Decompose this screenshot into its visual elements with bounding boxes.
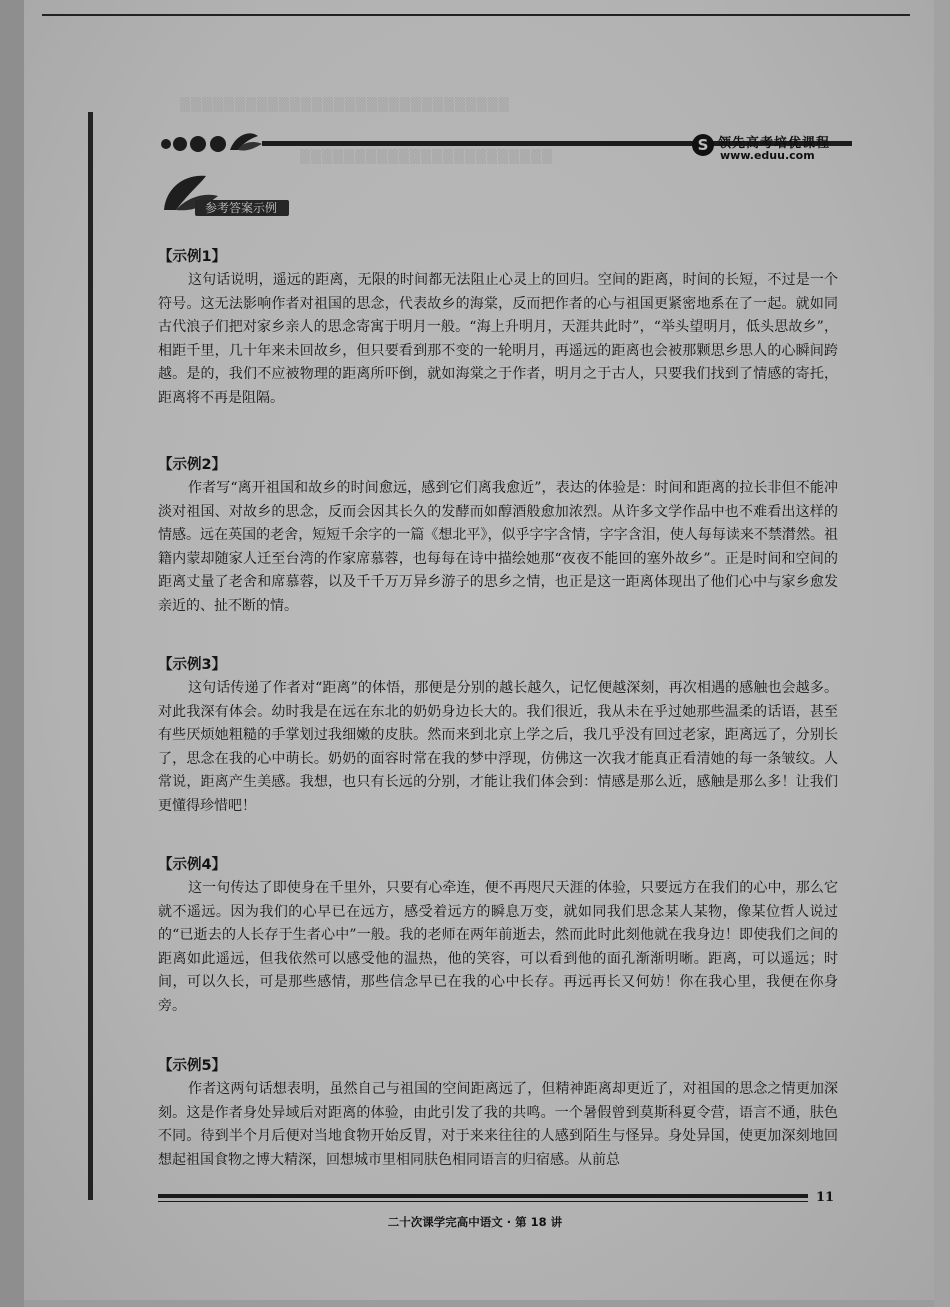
example-block — [158, 1056, 838, 1172]
brand-name: 领先高考培优课程 — [718, 136, 831, 151]
footer-course-title: 二十次课学完高中语文 · 第 18 讲 — [387, 1215, 563, 1229]
top-rule — [42, 14, 910, 16]
example-text: 这句话传递了作者对“距离”的体悟，那便是分别的越长越久，记忆便越深刻，再次相遇的感触也会越多。对此我深有体会。幼时我是在远在东北的奶奶身边长大的。我们很近，我从未在乎过她那些温柔的话语，甚至有些厌烦她粗糙的手掌划过我细嫩的皮肤。然而来到北京上学之后，我几乎没有回过老家，距离远了，分别长了，思念在我的心中萌长。奶奶的面容时常在我的梦中浮现，仿佛这一次我才能真正看清她的每一条皱纹。人常说，距离产生美感。我想，也只有长远的分别，才能让我们体会到：情感是那么近，感触是那么多！让我们更懂得珍惜吧！ — [158, 680, 838, 814]
bleed-through-text: ▒▒▒▒▒▒▒▒▒▒▒▒▒▒▒▒▒▒▒▒▒▒▒ — [300, 150, 553, 165]
example-label: 【示例3】 — [158, 657, 227, 673]
example-block — [158, 455, 838, 618]
example-text: 作者写“离开祖国和故乡的时间愈远，感到它们离我愈近”，表达的体验是：时间和距离的拉长非但不能冲淡对祖国、对故乡的思念，反而会因其长久的发酵而如醇酒般愈加浓烈。从许多文学作品中也不难看出这样的情感。远在英国的老舍，短短千余字的一篇《想北平》，似乎字字含情，字字含泪，使人每每读来不禁潸然。祖籍内蒙却随家人迁至台湾的作家席慕蓉，也每每在诗中描绘她那“夜夜不能回的塞外故乡”。正是时间和空间的距离丈量了老舍和席慕蓉，以及千千万万异乡游子的思乡之情，也正是这一距离体现出了他们心中与家乡愈发亲近的、扯不断的情。 — [158, 480, 838, 614]
example-label: 【示例1】 — [158, 249, 227, 265]
scan-edge — [0, 0, 24, 1307]
example-block — [158, 655, 838, 818]
example-block — [158, 855, 838, 1018]
footer-rule-thin — [158, 1201, 808, 1202]
decorative-dots-icon — [158, 132, 268, 156]
scan-edge-right — [934, 0, 950, 1307]
example-text: 作者这两句话想表明，虽然自己与祖国的空间距离远了，但精神距离却更近了，对祖国的思念之情更加深刻。这是作者身处异域后对距离的体验，由此引发了我的共鸣。一个暑假曾到莫斯科夏令营，语言不通，肤色不同。待到半个月后便对当地食物开始反胃，对于来来往往的人感到陌生与怪异。身处异国，使更加深刻地回想起祖国食物之博大精深，回想城市里相同肤色相同语言的归宿感。从前总 — [158, 1081, 838, 1168]
page-header — [158, 122, 838, 166]
binding-rule — [88, 112, 93, 1200]
example-label: 【示例4】 — [158, 857, 227, 873]
footer-rule — [158, 1194, 808, 1198]
page-number: 11 — [816, 1190, 835, 1205]
section-banner — [160, 170, 320, 220]
example-label: 【示例2】 — [158, 457, 227, 473]
bleed-through-text: ▒▒▒▒▒▒▒▒▒▒▒▒▒▒▒▒▒▒▒▒▒▒▒▒▒▒▒▒▒▒ — [180, 98, 510, 113]
example-block — [158, 247, 838, 410]
example-text: 这一句传达了即使身在千里外，只要有心牵连，便不再咫尺天涯的体验，只要远方在我们的心中，那么它就不遥远。因为我们的心早已在远方，感受着远方的瞬息万变，就如同我们思念某人某物，像某位哲人说过的“已逝去的人长存于生者心中”一般。我的老师在两年前逝去，然而此时此刻他就在我身边！即使我们之间的距离如此遥远，但我依然可以感受他的温热，他的笑容，可以看到他的面孔渐渐明晰。距离，可以遥远；时间，可以久长，可是那些感情，那些信念早已在我的心中长存。再远再长又何妨！你在我心里，我便在你身旁。 — [158, 880, 838, 1014]
brand-logo-icon: S — [692, 134, 714, 156]
example-text: 这句话说明，遥远的距离，无限的时间都无法阻止心灵上的回归。空间的距离，时间的长短，不过是一个符号。这无法影响作者对祖国的思念，代表故乡的海棠，反而把作者的心与祖国更紧密地系在了一起。就如同古代浪子们把对家乡亲人的思念寄寓于明月一般。“海上升明月，天涯共此时”，“举头望明月，低头思故乡”，相距千里，几十年来未回故乡，但只要看到那不变的一轮明月，再遥远的距离也会被那颗思乡思人的心瞬间跨越。是的，我们不应被物理的距离所吓倒，就如海棠之于作者，明月之于古人，只要我们找到了情感的寄托，距离将不再是阻隔。 — [158, 272, 838, 406]
brand-url: www.eduu.com — [720, 149, 815, 162]
example-label: 【示例5】 — [158, 1058, 227, 1074]
section-title: 参考答案示例 — [195, 200, 289, 216]
